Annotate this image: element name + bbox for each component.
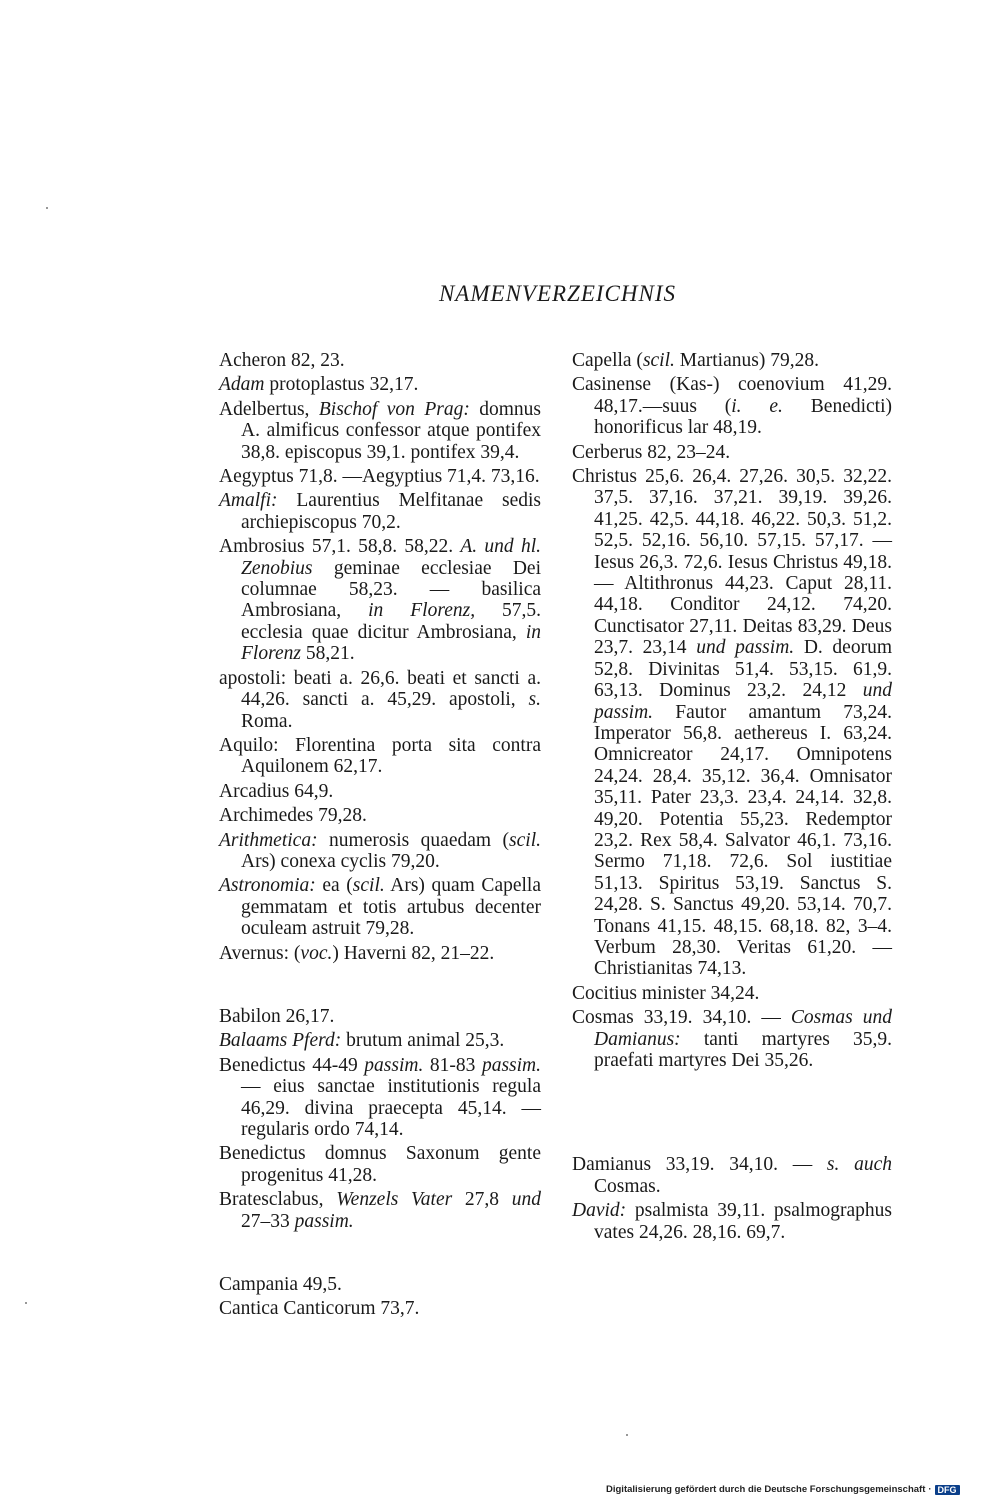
entry-text: ea ( [315,875,353,897]
entry-italic-text: scil. [352,875,385,897]
entry-text: Cocitius minister 34,24. [572,982,760,1004]
index-entry [219,668,541,732]
dfg-logo: DFG [935,1485,960,1495]
index-section-b [219,1006,541,1232]
entry-text: 27,8 [452,1189,512,1211]
index-entry [572,983,892,1004]
entry-text: Benedictus domnus Saxonum gente progenitus 41,28. [219,1143,541,1186]
entry-italic-text: Bischof von Prag: [318,398,470,420]
index-entry [572,466,892,980]
entry-text: psalmista 39,11. psalmographus vates 24,26. 28,16. 69,7. [594,1200,892,1243]
entry-italic-text: A. und hl. Zenobius [241,536,541,579]
section-gap [219,1235,541,1274]
entry-text: Bratesclabus, [219,1189,337,1211]
entry-text: Aquilo: Florentina porta sita contra Aquilonem 62,17. [219,734,541,778]
entry-text: Cantica Canticorum 73,7. [219,1298,420,1320]
entry-italic-text: und passim. [594,680,892,723]
entry-text: 58,21. [300,643,355,665]
entry-text: Cosmas. [594,1175,661,1197]
index-entry [219,1189,541,1232]
entry-italic-text: Amalfi: [219,490,278,512]
entry-text: ) Haverni 82, 21–22. [332,942,495,964]
index-entry [219,374,541,395]
entry-italic-text: in Florenz, [368,600,476,622]
index-entry [572,442,892,463]
entry-italic-text: s. auch [826,1154,892,1176]
entry-text: Roma. [241,710,293,732]
page-title: NAMENVERZEICHNIS [438,281,677,306]
entry-text: Fautor amantum 73,24. Imperator 56,8. aethereus I. 63,24. Omnicreator 24,17. Omnipotens 24,24. 28,4. 35,12. 36,4. Omnisator 35,11. Pater 23,3. 23,4. 24,14. 32,8. 49,20. Potentia 55,23. Redemptor 23,2. Rex 58,4. Salvator 46,1. 73,16. Sermo 71,18. 72,6. Sol iustitiae 51,13. Spiritus 53,19. Sanctus S. 24,28. S. Sanctus 49,20. 53,14. 70,7. Tonans 41,15. 48,15. 68,18. 82, 3–4. Verbum 28,30. Veritas 61,20. — Christianitas 74,13. [594,701,892,980]
entry-italic-text: scil. [509,829,541,851]
index-entry [572,1200,892,1243]
entry-text: Cosmas 33,19. 34,10. — [572,1007,791,1029]
index-entry [219,1030,541,1051]
index-entry [219,466,541,487]
entry-italic-text: Adam [219,374,265,396]
scan-speck [46,207,48,209]
entry-text: Acheron 82, 23. [219,350,345,371]
entry-text: Avernus: ( [219,942,301,964]
entry-text: Ars) quam Capella gemmatam et totis artubus decenter oculeam astruit 79,28. [241,875,541,940]
index-entry [219,875,541,939]
index-entry [219,1274,541,1295]
scan-speck [626,1434,628,1436]
index-entry [219,399,541,463]
footer-text: Digitalisierung gefördert durch die Deutsche Forschungsgemeinschaft [606,1484,926,1495]
section-gap [219,967,541,1006]
index-entry [219,536,541,664]
index-entry [219,1055,541,1141]
entry-text: numerosis quaedam ( [317,829,510,851]
entry-text: Laurentius Melfitanae sedis archiepiscopus 70,2. [241,490,541,533]
entry-italic-text: David: [572,1200,627,1222]
entry-italic-text: passim. [364,1054,424,1076]
scan-speck [25,1302,27,1304]
entry-italic-text: Arithmetica: [219,829,318,851]
entry-text: domnus A. almificus confessor atque pontifex 38,8. episcopus 39,1. pontifex 39,4. [241,398,541,463]
index-entry [219,805,541,826]
index-entry [219,1006,541,1027]
entry-text: Cerberus 82, 23–24. [572,441,731,463]
entry-text: apostoli: beati a. 26,6. beati et sancti a. 44,26. sancti a. 45,29. apostoli, [219,667,541,711]
entry-italic-text: passim. [481,1054,542,1076]
entry-text: Christus 25,6. 26,4. 27,26. 30,5. 32,22. 37,5. 37,16. 37,21. 39,19. 39,26. 41,25. 42,5. 44,18. 46,22. 50,3. 51,2. 52,5. 52,16. 56,10. 57,15. 57,17. — Iesus 26,3. 72,6. Iesus Christus 49,18. — Altithronus 44,23. Caput 28,11. 44,18. Conditor 24,12. 74,20. Cunctisator 27,11. Deitas 83,29. Deus 23,7. 23,14 [572,466,892,659]
entry-italic-text: und passim. [696,637,795,659]
entry-italic-text: Balaams Pferd: [219,1030,342,1052]
entry-text: Benedicti) honorificus lar 48,19. [594,395,892,439]
entry-text: Campania 49,5. [219,1274,342,1296]
index-entry [572,1007,892,1071]
entry-italic-text: voc. [300,942,333,964]
index-entry [219,350,541,371]
entry-text: Capella ( [572,350,643,371]
entry-text: Benedictus 44-49 [219,1054,365,1076]
index-column-right [572,350,892,1246]
index-entry [572,374,892,438]
entry-text: Casinense (Kas-) coenovium 41,29. 48,17.—suus ( [572,374,892,417]
index-entry [219,1298,541,1319]
index-entry [572,1154,892,1197]
entry-italic-text: Wenzels Vater [336,1189,453,1211]
entry-italic-text: in Florenz [241,621,541,665]
entry-italic-text: scil. [642,350,675,371]
entry-text: brutum animal 25,3. [341,1030,505,1052]
section-gap [572,1074,892,1154]
entry-text: Martianus) 79,28. [674,350,819,371]
entry-text: Aegyptus 71,8. —Aegyptius 71,4. 73,16. [219,466,540,488]
entry-text: Arcadius 64,9. [219,780,334,802]
entry-italic-text: passim. [294,1210,354,1232]
entry-text: 27–33 [241,1210,295,1232]
index-entry [572,350,892,371]
index-entry [219,1143,541,1186]
entry-text: protoplastus 32,17. [264,374,419,396]
entry-italic-text: s. [528,689,541,711]
footer-separator: · [928,1484,932,1495]
entry-text: Adelbertus, [219,398,319,420]
entry-italic-text: und [511,1189,541,1211]
index-entry [219,830,541,873]
index-section-a [219,350,541,964]
entry-text: Damianus 33,19. 34,10. — [572,1154,827,1176]
index-entry [219,490,541,533]
index-section-d [572,1154,892,1243]
entry-italic-text: i. e. [731,395,783,417]
index-entry [219,781,541,802]
entry-text: D. deorum 52,8. Divinitas 51,4. 53,15. 61,9. 63,13. Dominus 23,2. 24,12 [594,637,892,702]
digitization-footer [606,1484,960,1495]
entry-text: geminae ecclesiae Dei columnae 58,23. — basilica Ambrosiana, [241,557,541,622]
entry-text: — eius sanctae institutionis regula 46,29. divina praecepta 45,14. — regularis ordo 74,14. [241,1076,541,1140]
entry-text: Babilon 26,17. [219,1005,335,1027]
index-section-c-continued [572,350,892,1071]
index-column-left [219,350,541,1323]
index-entry [219,735,541,778]
index-entry [219,943,541,964]
entry-text: tanti martyres 35,9. praefati martyres Dei 35,26. [594,1028,892,1071]
entry-text: 81-83 [423,1054,482,1076]
entry-text: Archimedes 79,28. [219,805,367,827]
entry-text: Ars) conexa cyclis 79,20. [241,850,440,872]
entry-text: 57,5. ecclesia quae dicitur Ambrosiana, [241,600,542,643]
index-section-c [219,1274,541,1320]
entry-text: Ambrosius 57,1. 58,8. 58,22. [219,536,461,558]
entry-italic-text: Cosmas und Damianus: [594,1007,892,1050]
entry-italic-text: Astronomia: [219,875,316,897]
